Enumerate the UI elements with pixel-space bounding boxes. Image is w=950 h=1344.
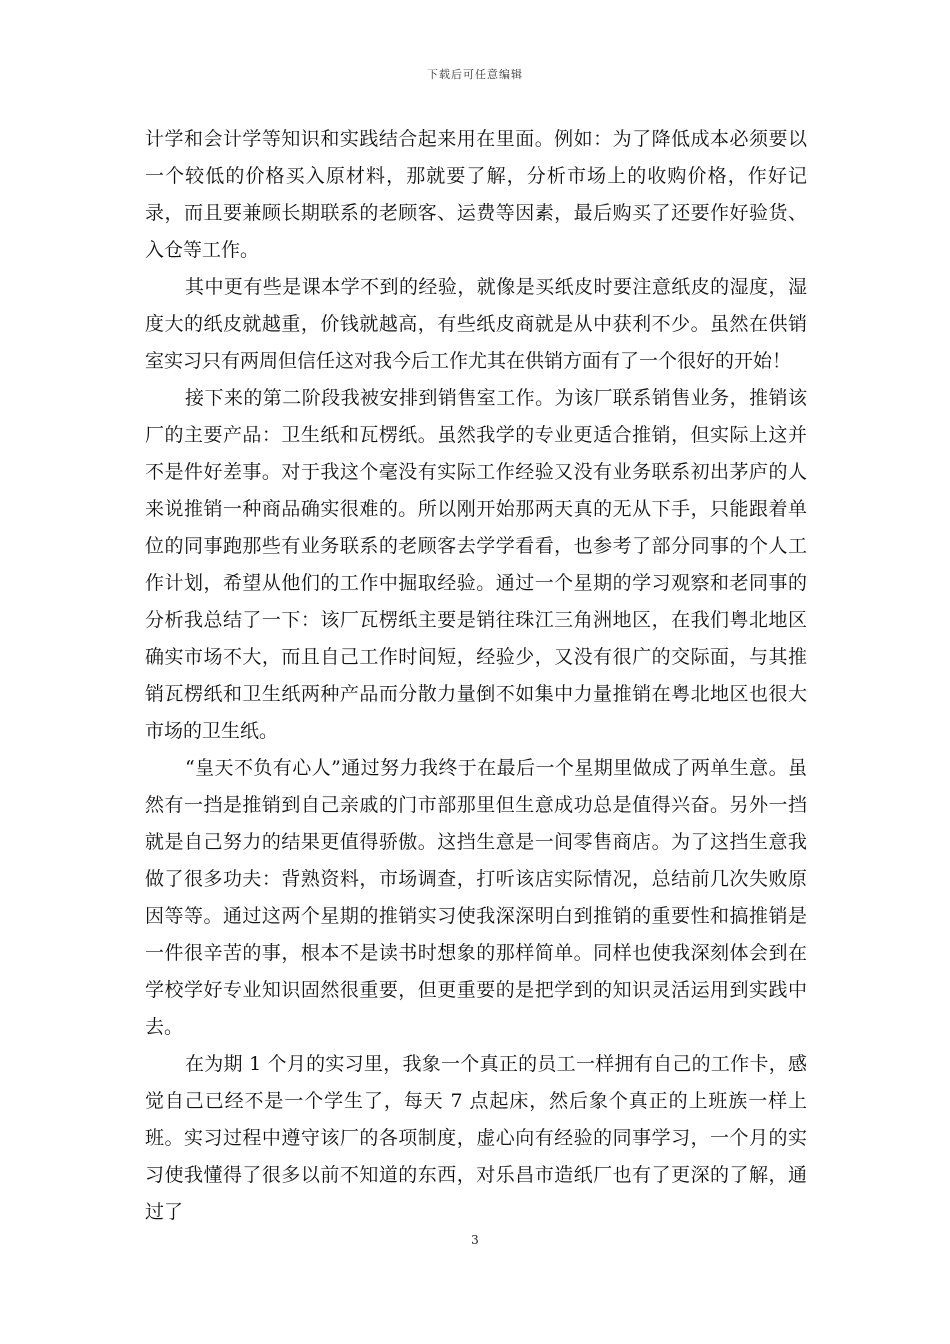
paragraph-1: 计学和会计学等知识和实践结合起来用在里面。例如：为了降低成本必须要以一个较低的价格买入原材料，那就要了解，分析市场上的收购价格，作好记录，而且要兼顾长期联系的老顾客、运费等因素，最后购买了还要作好验货、入仓等工作。: [145, 128, 807, 261]
paragraph-2: 其中更有些是课本学不到的经验，就像是买纸皮时要注意纸皮的湿度，湿度大的纸皮就越重，价钱就越高，有些纸皮商就是从中获利不少。虽然在供销室实习只有两周但信任这对我今后工作尤其在供销方面有了一个很好的开始！: [145, 276, 807, 372]
page-header: 下载后可任意编辑: [427, 68, 523, 81]
document-body: [145, 121, 807, 1231]
paragraph-5: 在为期 1 个月的实习里，我象一个真正的员工一样拥有自己的工作卡，感觉自己已经不是一个学生了，每天 7 点起床，然后象个真正的上班族一样上班。实习过程中遵守该厂的各项制度，虚心向有经验的同事学习，一个月的实习使我懂得了很多以前不知道的东西，对乐昌市造纸厂也有了更深的了解，通过了: [145, 1053, 807, 1223]
paragraph-4: “皇天不负有心人”通过努力我终于在最后一个星期里做成了两单生意。虽然有一挡是推销到自己亲戚的门市部那里但生意成功总是值得兴奋。另外一挡就是自己努力的结果更值得骄傲。这挡生意是一间零售商店。为了这挡生意我做了很多功夫：背熟资料，市场调查，打听该店实际情况，总结前几次失败原因等等。通过这两个星期的推销实习使我深深明白到推销的重要性和搞推销是一件很辛苦的事，根本不是读书时想象的那样简单。同样也使我深刻体会到在学校学好专业知识固然很重要，但更重要的是把学到的知识灵活运用到实践中去。: [145, 757, 807, 1038]
paragraph-3: 接下来的第二阶段我被安排到销售室工作。为该厂联系销售业务，推销该厂的主要产品：卫生纸和瓦楞纸。虽然我学的专业更适合推销，但实际上这并不是件好差事。对于我这个毫没有实际工作经验又没有业务联系初出茅庐的人来说推销一种商品确实很难的。所以刚开始那两天真的无从下手，只能跟着单位的同事跑那些有业务联系的老顾客去学学看看，也参考了部分同事的个人工作计划，希望从他们的工作中掘取经验。通过一个星期的学习观察和老同事的分析我总结了一下：该厂瓦楞纸主要是销往珠江三角洲地区，在我们粤北地区确实市场不大，而且自己工作时间短，经验少，又没有很广的交际面，与其推销瓦楞纸和卫生纸两种产品而分散力量倒不如集中力量推销在粤北地区也很大市场的卫生纸。: [145, 387, 807, 742]
page-number: 3: [471, 1233, 479, 1247]
